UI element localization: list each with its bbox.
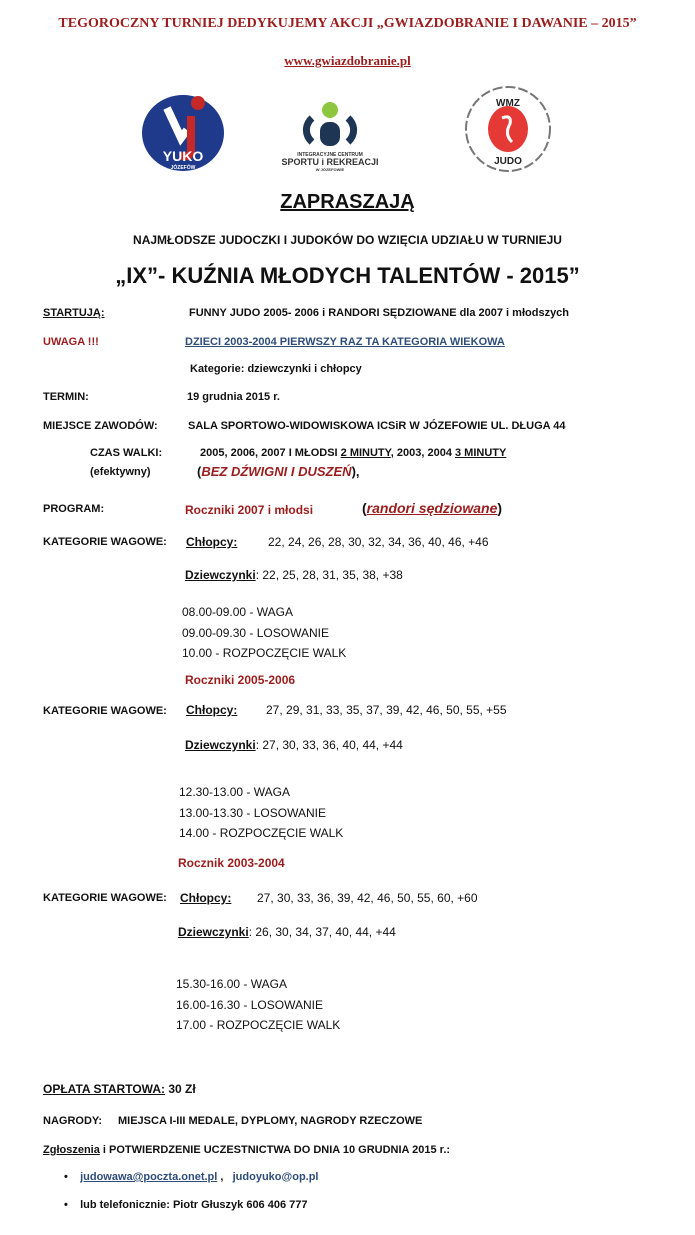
svg-text:YUKO: YUKO xyxy=(162,148,204,164)
boys-label: Chłopcy: xyxy=(186,535,238,549)
paren: ), xyxy=(351,464,360,479)
girls-row xyxy=(185,738,403,752)
no-chokes-note: BEZ DŹWIGNI I DUSZEŃ xyxy=(201,464,352,479)
schedule-item: 08.00-09.00 - WAGA xyxy=(182,605,293,619)
contact-emails: • judowawa@poczta.onet.pl , judoyuko@op.pl xyxy=(64,1171,319,1183)
termin-label: TERMIN: xyxy=(43,391,89,403)
fee-value: 30 Zł xyxy=(165,1082,196,1096)
svg-text:W JÓZEFOWIE: W JÓZEFOWIE xyxy=(315,167,345,172)
schedule-item: 10.00 - ROZPOCZĘCIE WALK xyxy=(182,646,347,660)
schedule xyxy=(179,782,343,844)
svg-text:JÓZEFÓW: JÓZEFÓW xyxy=(170,165,196,171)
czas-part: 3 MINUTY xyxy=(455,447,507,459)
wmz-judo-logo xyxy=(462,84,554,174)
boys-weights: 27, 30, 33, 36, 39, 42, 46, 50, 55, 60, +60 xyxy=(257,891,478,905)
registration-link[interactable]: Zgłoszenia xyxy=(43,1144,100,1156)
group-note: (randori sędziowane) xyxy=(362,500,503,516)
girls-weights: : 27, 30, 33, 36, 40, 44, +44 xyxy=(255,738,403,752)
tournament-title: „IX”- KUŹNIA MŁODYCH TALENTÓW - 2015” xyxy=(115,263,580,288)
svg-text:INTEGRACYJNE CENTRUM: INTEGRACYJNE CENTRUM xyxy=(297,152,363,158)
svg-text:SPORTU i REKREACJI: SPORTU i REKREACJI xyxy=(281,157,379,167)
icsir-logo xyxy=(272,100,388,172)
czas-part: 2005, 2006, 2007 I MŁODSI xyxy=(200,447,341,459)
girls-label: Dziewczynki xyxy=(185,568,256,582)
fee xyxy=(43,1082,196,1096)
czas-label: CZAS WALKI: xyxy=(90,447,163,459)
yuko-logo xyxy=(141,88,225,172)
fee-label: OPŁATA STARTOWA: xyxy=(43,1082,165,1096)
uwaga-value: DZIECI 2003-2004 PIERWSZY RAZ TA KATEGORIA WIEKOWA xyxy=(185,336,505,348)
svg-text:WMZ: WMZ xyxy=(496,98,520,109)
efekt-value xyxy=(197,464,360,479)
subtitle: NAJMŁODSZE JUDOCZKI I JUDOKÓW DO WZIĘCIA UDZIAŁU W TURNIEJU xyxy=(133,233,562,247)
czas-part: , 2003, 2004 xyxy=(390,447,455,459)
miejsce-value: SALA SPORTOWO-WIDOWISKOWA ICSiR W JÓZEFOWIE UL. DŁUGA 44 xyxy=(188,420,566,432)
group-title: Roczniki 2007 i młodsi xyxy=(185,503,314,517)
dedication: TEGOROCZNY TURNIEJ DEDYKUJEMY AKCJI „GWIAZDOBRANIE I DAWANIE – 2015” xyxy=(58,16,637,31)
randori-note: randori sędziowane xyxy=(366,500,498,516)
schedule-item: 09.00-09.30 - LOSOWANIE xyxy=(182,625,329,640)
schedule-item: 14.00 - ROZPOCZĘCIE WALK xyxy=(179,826,344,840)
paren: ( xyxy=(197,464,202,479)
prizes-label: NAGRODY: xyxy=(43,1115,103,1127)
kategorie-note: Kategorie: dziewczynki i chłopcy xyxy=(190,363,362,375)
boys-weights: 27, 29, 31, 33, 35, 37, 39, 42, 46, 50, 55, +55 xyxy=(266,703,507,717)
kat-label: KATEGORIE WAGOWE: xyxy=(43,705,167,717)
schedule-item: 16.00-16.30 - LOSOWANIE xyxy=(176,997,323,1012)
prizes-value: MIEJSCA I-III MEDALE, DYPLOMY, NAGRODY RZECZOWE xyxy=(118,1115,423,1127)
girls-row xyxy=(185,568,403,582)
termin-value: 19 grudnia 2015 r. xyxy=(187,391,280,403)
girls-label: Dziewczynki xyxy=(178,925,249,939)
group-title: Rocznik 2003-2004 xyxy=(178,856,285,870)
schedule-item: 17.00 - ROZPOCZĘCIE WALK xyxy=(176,1018,341,1032)
boys-weights: 22, 24, 26, 28, 30, 32, 34, 36, 40, 46, +46 xyxy=(268,535,489,549)
girls-weights: : 26, 30, 34, 37, 40, 44, +44 xyxy=(248,925,396,939)
czas-part: 2 MINUTY xyxy=(340,447,391,459)
email-link[interactable]: judowawa@poczta.onet.pl xyxy=(80,1171,218,1183)
uwaga-label: UWAGA !!! xyxy=(43,336,99,348)
svg-text:JUDO: JUDO xyxy=(494,156,522,167)
girls-row xyxy=(178,925,396,939)
registration-text: i POTWIERDZENIE UCZESTNICTWA DO DNIA 10 GRUDNIA 2015 r.: xyxy=(99,1144,451,1156)
schedule-item: 13.00-13.30 - LOSOWANIE xyxy=(179,805,326,820)
girls-weights: : 22, 25, 28, 31, 35, 38, +38 xyxy=(255,568,403,582)
invite-heading: ZAPRASZAJĄ xyxy=(280,191,415,213)
contact-phone: • lub telefonicznie: Piotr Głuszyk 606 406 777 xyxy=(64,1199,308,1211)
phone-text: lub telefonicznie: Piotr Głuszyk 606 406 777 xyxy=(80,1199,308,1211)
program-label: PROGRAM: xyxy=(43,503,105,515)
czas-value xyxy=(200,447,506,459)
website-link[interactable]: www.gwiazdobranie.pl xyxy=(284,53,411,68)
girls-label: Dziewczynki xyxy=(185,738,256,752)
efekt-label: (efektywny) xyxy=(90,466,151,478)
boys-label: Chłopcy: xyxy=(180,891,232,905)
startuja-value: FUNNY JUDO 2005- 2006 i RANDORI SĘDZIOWANE dla 2007 i młodszych xyxy=(189,307,570,319)
schedule xyxy=(176,974,340,1036)
separator: , xyxy=(217,1171,224,1183)
kat-label: KATEGORIE WAGOWE: xyxy=(43,536,167,548)
schedule-item: 12.30-13.00 - WAGA xyxy=(179,785,290,799)
email-link[interactable]: judoyuko@op.pl xyxy=(232,1171,319,1183)
schedule-item: 15.30-16.00 - WAGA xyxy=(176,977,287,991)
boys-label: Chłopcy: xyxy=(186,703,238,717)
group-title: Roczniki 2005-2006 xyxy=(185,673,296,687)
schedule xyxy=(182,602,346,664)
registration xyxy=(43,1144,450,1156)
startuja-label: STARTUJĄ: xyxy=(43,307,105,319)
startuja-row xyxy=(43,307,629,319)
kat-label: KATEGORIE WAGOWE: xyxy=(43,892,167,904)
miejsce-label: MIEJSCE ZAWODÓW: xyxy=(43,420,158,432)
